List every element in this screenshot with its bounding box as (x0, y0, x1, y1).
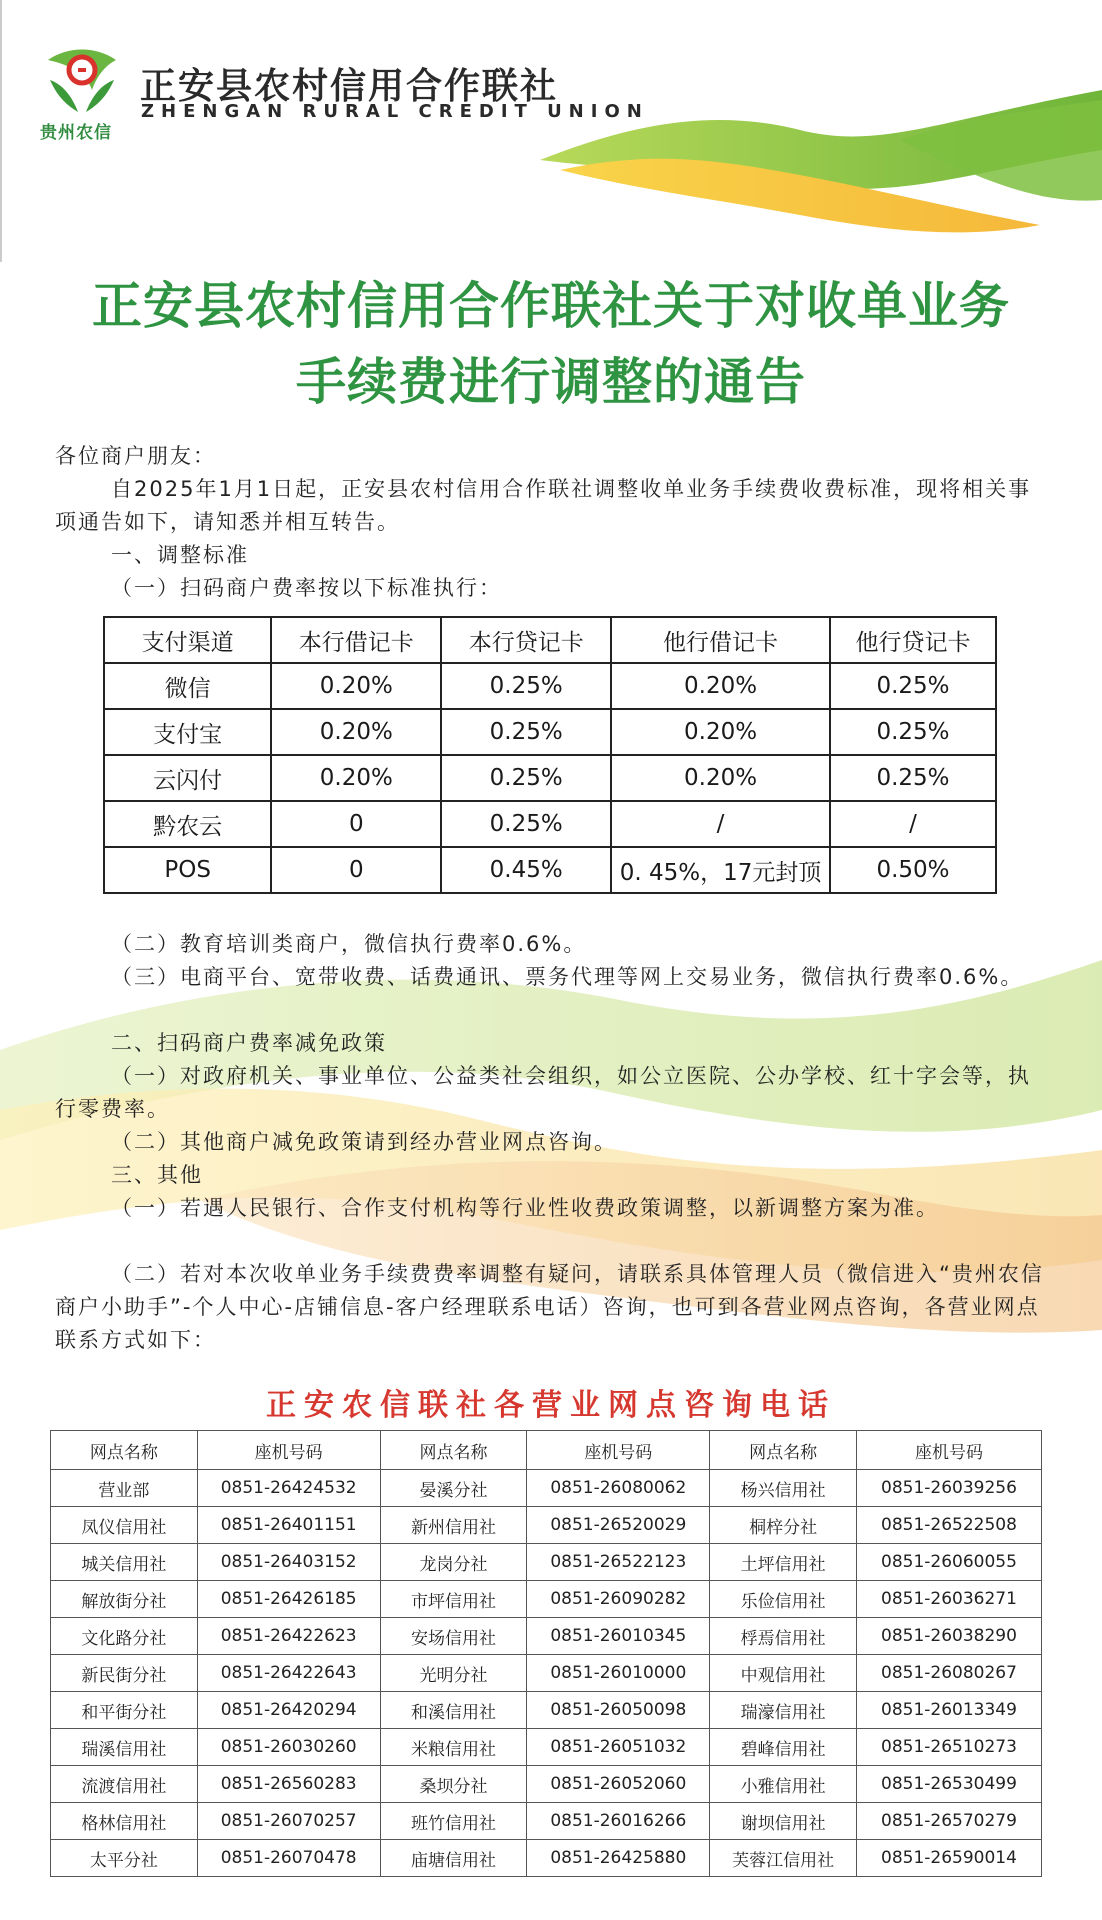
notice-title-line1: 正安县农村信用合作联社关于对收单业务 (92, 276, 1010, 335)
contact-table-title: 正安农信联社各营业网点咨询电话 (266, 1388, 836, 1423)
section2-heading: 二、扫码商户费率减免政策 (111, 1031, 387, 1055)
contact-cell: 0851-26560283 (197, 1766, 380, 1803)
contact-cell: 0851-26422623 (197, 1618, 380, 1655)
fee-header-cell: 他行贷记卡 (830, 617, 996, 663)
contact-cell: 0851-26510273 (856, 1729, 1041, 1766)
contact-cell: 0851-26013349 (856, 1692, 1041, 1729)
notice-title-line2: 手续费进行调整的通告 (296, 352, 806, 411)
contact-cell: 0851-26038290 (856, 1618, 1041, 1655)
fee-table-row (104, 755, 996, 801)
contact-cell: 0851-26030260 (197, 1729, 380, 1766)
section1-item3: （三）电商平台、宽带收费、话费通讯、票务代理等网上交易业务，微信执行费率0.6%。 (111, 965, 1024, 989)
fee-cell: 0.25% (830, 755, 996, 801)
contact-table-row (51, 1655, 1042, 1692)
fee-cell: 0.25% (441, 755, 611, 801)
fee-cell: 0.25% (830, 663, 996, 709)
fee-cell: / (830, 801, 996, 847)
contact-cell: 0851-26522508 (856, 1507, 1041, 1544)
contact-cell: 0851-26010000 (527, 1655, 710, 1692)
contact-cell: 城关信用社 (51, 1544, 198, 1581)
contact-cell: 营业部 (51, 1470, 198, 1507)
contact-cell: 太平分社 (51, 1840, 198, 1877)
section3-item1: （一）若遇人民银行、合作支付机构等行业性收费政策调整，以新调整方案为准。 (111, 1196, 939, 1220)
contact-cell: 0851-26420294 (197, 1692, 380, 1729)
contact-cell: 0851-26570279 (856, 1803, 1041, 1840)
contact-cell: 0851-26070257 (197, 1803, 380, 1840)
contact-table-row (51, 1544, 1042, 1581)
contact-table-row (51, 1507, 1042, 1544)
contact-cell: 0851-26520029 (527, 1507, 710, 1544)
fee-cell: 0.50% (830, 847, 996, 893)
contact-header-cell: 网点名称 (380, 1431, 527, 1470)
fee-table-row (104, 801, 996, 847)
contact-cell: 市坪信用社 (380, 1581, 527, 1618)
section2-item2: （二）其他商户减免政策请到经办营业网点咨询。 (111, 1130, 617, 1154)
contact-cell: 0851-26590014 (856, 1840, 1041, 1877)
contact-cell: 0851-26522123 (527, 1544, 710, 1581)
contact-cell: 凤仪信用社 (51, 1507, 198, 1544)
contact-table-row (51, 1581, 1042, 1618)
contact-cell: 和溪信用社 (380, 1692, 527, 1729)
contact-cell: 0851-26424532 (197, 1470, 380, 1507)
contact-cell: 桐梓分社 (710, 1507, 857, 1544)
fee-cell: 0. 45%，17元封顶 (611, 847, 830, 893)
fee-cell: 0 (271, 847, 441, 893)
section3-heading: 三、其他 (111, 1163, 203, 1187)
contact-cell: 0851-26080062 (527, 1470, 710, 1507)
contact-cell: 0851-26010345 (527, 1618, 710, 1655)
header (0, 0, 1102, 262)
contact-cell: 0851-26080267 (856, 1655, 1041, 1692)
contact-cell: 晏溪分社 (380, 1470, 527, 1507)
logo-subtitle: 贵州农信 (40, 123, 112, 143)
fee-cell: 0.20% (271, 663, 441, 709)
fee-cell: 支付宝 (104, 709, 271, 755)
contact-cell: 0851-26403152 (197, 1544, 380, 1581)
contact-cell: 0851-26530499 (856, 1766, 1041, 1803)
contact-cell: 杨兴信用社 (710, 1470, 857, 1507)
fee-header-cell: 本行贷记卡 (441, 617, 611, 663)
contact-cell: 班竹信用社 (380, 1803, 527, 1840)
contact-table-row (51, 1840, 1042, 1877)
contact-cell: 0851-26426185 (197, 1581, 380, 1618)
fee-table-header-row (104, 617, 996, 663)
contact-cell: 0851-26425880 (527, 1840, 710, 1877)
contact-cell: 瑞濠信用社 (710, 1692, 857, 1729)
contact-table-row (51, 1803, 1042, 1840)
contact-cell: 0851-26052060 (527, 1766, 710, 1803)
fee-table-row (104, 847, 996, 893)
contact-cell: 桑坝分社 (380, 1766, 527, 1803)
contact-cell: 中观信用社 (710, 1655, 857, 1692)
contact-table-row (51, 1692, 1042, 1729)
contact-cell: 和平街分社 (51, 1692, 198, 1729)
contact-cell: 新民街分社 (51, 1655, 198, 1692)
contact-cell: 庙塘信用社 (380, 1840, 527, 1877)
section3-item2: （二）若对本次收单业务手续费费率调整有疑问，请联系具体管理人员（微信进入“贵州农信商户小助手”-个人中心-店铺信息-客户经理联系电话）咨询，也可到各营业网点咨询，各营业网点联系方式如下： (55, 1262, 1044, 1352)
fee-cell: 0.25% (441, 801, 611, 847)
fee-cell: 0.20% (611, 755, 830, 801)
fee-cell: 0.25% (830, 709, 996, 755)
fee-header-cell: 支付渠道 (104, 617, 271, 663)
fee-header-cell: 他行借记卡 (611, 617, 830, 663)
contact-cell: 0851-26060055 (856, 1544, 1041, 1581)
fee-cell: 0.20% (271, 755, 441, 801)
contact-table-header-row (51, 1431, 1042, 1470)
contact-cell: 乐俭信用社 (710, 1581, 857, 1618)
contact-cell: 光明分社 (380, 1655, 527, 1692)
contact-cell: 0851-26016266 (527, 1803, 710, 1840)
contact-header-cell: 网点名称 (51, 1431, 198, 1470)
fee-cell: 0.25% (441, 663, 611, 709)
fee-cell: 黔农云 (104, 801, 271, 847)
fee-cell: 0.20% (611, 663, 830, 709)
section1-item1: （一）扫码商户费率按以下标准执行： (111, 576, 502, 600)
contact-cell: 0851-26036271 (856, 1581, 1041, 1618)
contact-cell: 小雅信用社 (710, 1766, 857, 1803)
contact-cell: 0851-26070478 (197, 1840, 380, 1877)
contact-cell: 桴焉信用社 (710, 1618, 857, 1655)
contact-header-cell: 座机号码 (856, 1431, 1041, 1470)
contact-table-row (51, 1766, 1042, 1803)
contact-header-cell: 座机号码 (197, 1431, 380, 1470)
branch-contact-table (50, 1430, 1042, 1877)
fee-cell: 0.20% (611, 709, 830, 755)
contact-cell: 龙岗分社 (380, 1544, 527, 1581)
contact-cell: 0851-26051032 (527, 1729, 710, 1766)
fee-cell: / (611, 801, 830, 847)
contact-cell: 瑞溪信用社 (51, 1729, 198, 1766)
org-name-cn: 正安县农村信用合作联社 (140, 66, 559, 107)
fee-cell: POS (104, 847, 271, 893)
contact-cell: 芙蓉江信用社 (710, 1840, 857, 1877)
fee-rate-table (103, 616, 997, 894)
contact-cell: 0851-26050098 (527, 1692, 710, 1729)
fee-cell: 0.20% (271, 709, 441, 755)
contact-cell: 解放街分社 (51, 1581, 198, 1618)
contact-cell: 文化路分社 (51, 1618, 198, 1655)
contact-cell: 土坪信用社 (710, 1544, 857, 1581)
fee-cell: 微信 (104, 663, 271, 709)
logo-icon (38, 40, 126, 128)
fee-table-row (104, 709, 996, 755)
section1-item2: （二）教育培训类商户，微信执行费率0.6%。 (111, 932, 587, 956)
contact-table-row (51, 1618, 1042, 1655)
fee-header-cell: 本行借记卡 (271, 617, 441, 663)
contact-cell: 安场信用社 (380, 1618, 527, 1655)
org-name-en: ZHENGAN RURAL CREDIT UNION (141, 101, 649, 122)
contact-cell: 碧峰信用社 (710, 1729, 857, 1766)
fee-table-row (104, 663, 996, 709)
contact-cell: 米粮信用社 (380, 1729, 527, 1766)
fee-cell: 0.25% (441, 709, 611, 755)
contact-cell: 0851-26039256 (856, 1470, 1041, 1507)
contact-cell: 新州信用社 (380, 1507, 527, 1544)
intro-paragraph: 自2025年1月1日起，正安县农村信用合作联社调整收单业务手续费收费标准，现将相关事项通告如下，请知悉并相互转告。 (55, 477, 1032, 534)
contact-cell: 格林信用社 (51, 1803, 198, 1840)
fee-cell: 云闪付 (104, 755, 271, 801)
contact-table-row (51, 1470, 1042, 1507)
contact-cell: 0851-26401151 (197, 1507, 380, 1544)
contact-cell: 流渡信用社 (51, 1766, 198, 1803)
fee-cell: 0.45% (441, 847, 611, 893)
contact-cell: 0851-26090282 (527, 1581, 710, 1618)
fee-cell: 0 (271, 801, 441, 847)
contact-header-cell: 座机号码 (527, 1431, 710, 1470)
contact-cell: 0851-26422643 (197, 1655, 380, 1692)
greeting: 各位商户朋友： (55, 444, 216, 468)
contact-cell: 谢坝信用社 (710, 1803, 857, 1840)
section2-item1: （一）对政府机关、事业单位、公益类社会组织，如公立医院、公办学校、红十字会等，执行零费率。 (55, 1064, 1031, 1121)
contact-header-cell: 网点名称 (710, 1431, 857, 1470)
contact-table-row (51, 1729, 1042, 1766)
section1-heading: 一、调整标准 (111, 543, 249, 567)
